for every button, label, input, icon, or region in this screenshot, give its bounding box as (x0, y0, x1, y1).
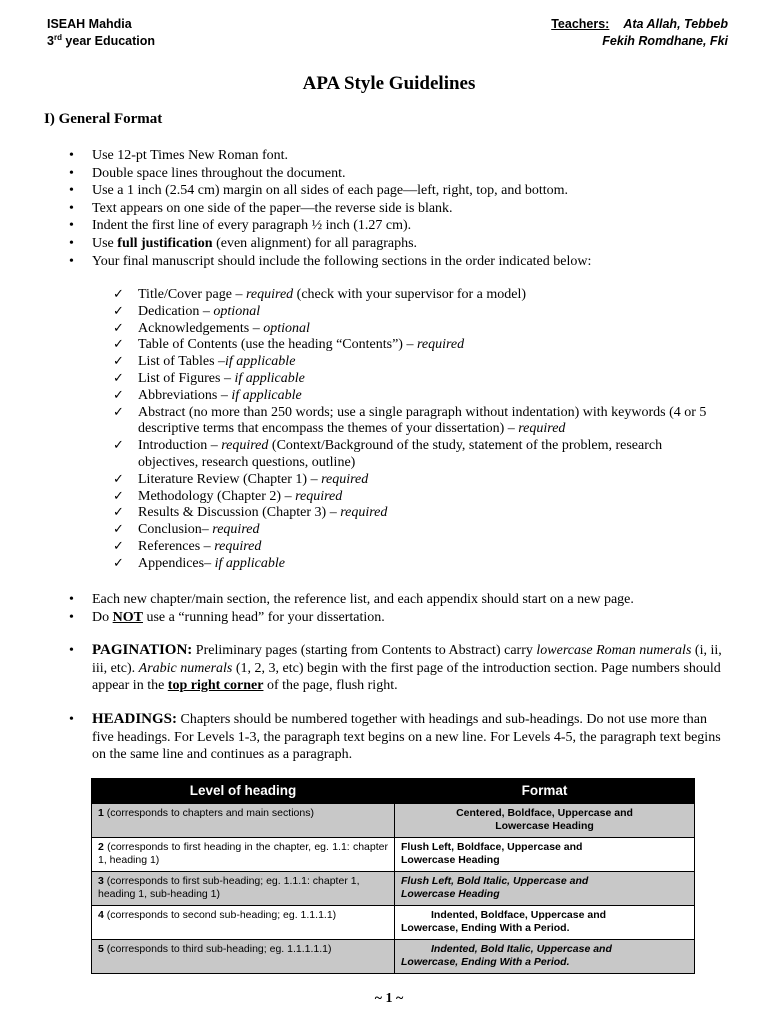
page-header-left (47, 16, 155, 50)
teachers-line-2 (551, 33, 728, 50)
status: if applicable (231, 387, 302, 403)
list-item: • Use a 1 inch (2.54 cm) margin on all sides of each page—left, right, top, and bottom. (67, 182, 747, 200)
format-cell (395, 872, 695, 906)
text: Acknowledgements – (138, 320, 264, 336)
text: List of Tables – (138, 354, 226, 370)
format-cell (395, 940, 695, 974)
status: required (221, 438, 269, 454)
checklist-item (113, 522, 723, 539)
section-heading: I) General Format (44, 111, 163, 127)
format-text: Flush Left, Bold Italic, Uppercase and Lowercase Heading (401, 875, 589, 900)
status: required (214, 538, 262, 554)
column-header-level: Level of heading (92, 779, 395, 804)
text: Literature Review (Chapter 1) – (138, 471, 322, 487)
table-header-row (92, 779, 695, 804)
status: required (245, 287, 294, 302)
level-number: 4 (98, 909, 104, 921)
table-row (92, 838, 695, 872)
list-item: • Double space lines throughout the document. (67, 165, 747, 183)
text: (i, ii, iii, etc). (92, 643, 722, 676)
list-item (67, 609, 747, 627)
status: if applicable (214, 555, 285, 571)
emphasis: lowercase Roman numerals (536, 643, 692, 658)
table-row (92, 940, 695, 974)
checklist-item (113, 405, 723, 439)
level-cell (92, 838, 395, 872)
class-year-number: 3 (47, 34, 54, 48)
text: Table of Contents (use the heading “Contents”) – (138, 337, 417, 353)
text: Abstract (no more than 250 words; use a single paragraph without indentation) with keywords (4 or 5 descriptive terms that encompass the themes of your dissertation) – (138, 404, 707, 437)
emphasis: top right corner (167, 678, 264, 694)
status: required (518, 421, 566, 437)
level-number: 2 (98, 841, 104, 853)
level-description: (corresponds to first sub-heading; eg. 1.1.1: chapter 1, heading 1, sub-heading 1) (98, 875, 360, 900)
format-cell (395, 804, 695, 838)
column-header-format: Format (395, 779, 695, 804)
format-cell (395, 838, 695, 872)
text: Conclusion– (138, 522, 213, 538)
list-item: • Text appears on one side of the paper—the reverse side is blank. (67, 200, 747, 218)
list-item (67, 711, 723, 764)
text: Chapters should be numbered together with headings and sub-headings. Do not use more than five headings. For Levels 1-3, the paragraph text begins on a new line. For Levels 4-5, the paragraph text begins on the same line and continues as a paragraph. (92, 712, 721, 763)
teachers-label: Teachers: (551, 17, 610, 31)
list-item: • Your final manuscript should include the following sections in the order indicated below: (67, 253, 747, 271)
text: of the page, flush right. (263, 678, 398, 694)
text: Dedication – (138, 303, 214, 319)
checklist-item (113, 287, 723, 304)
text: Results & Discussion (Chapter 3) – (138, 505, 341, 521)
level-description: (corresponds to first heading in the chapter, eg. 1.1: chapter 1, heading 1) (98, 841, 388, 866)
text: Appendices– (138, 555, 215, 571)
emphasis: Arabic numerals (138, 660, 233, 676)
list-item: • Each new chapter/main section, the reference list, and each appendix should start on a new page. (67, 591, 747, 609)
teachers-line-1 (551, 16, 728, 33)
text: (even alignment) for all paragraphs. (212, 235, 418, 251)
heading-levels-table (91, 778, 695, 974)
format-text: Flush Left, Boldface, Uppercase and Lowercase Heading (401, 841, 583, 866)
text: Title/Cover page – (138, 287, 246, 302)
format-text: Centered, Boldface, Uppercase and Lowercase Heading (456, 807, 633, 832)
page-rules-list (67, 591, 747, 626)
status: required (416, 337, 465, 353)
format-text: Indented, Boldface, Uppercase and Lowercase, Ending With a Period. (401, 909, 607, 934)
text: References – (138, 538, 215, 554)
list-item (67, 235, 747, 253)
checklist-item (113, 321, 723, 338)
checklist-item (113, 304, 723, 321)
status: if applicable (225, 354, 296, 370)
status: if applicable (234, 370, 305, 386)
level-cell (92, 906, 395, 940)
text: Preliminary pages (starting from Contents to Abstract) carry (192, 643, 537, 658)
page-number: ~ 1 ~ (374, 991, 404, 1006)
checklist-item (113, 505, 723, 522)
level-description: (corresponds to second sub-heading; eg. 1.1.1.1) (103, 909, 337, 921)
checklist-item (113, 337, 723, 354)
text: List of Figures – (138, 370, 235, 386)
institution-name: ISEAH Mahdia (47, 17, 132, 31)
format-cell (395, 906, 695, 940)
text: (1, 2, 3, etc) begin with the first page of the introduction section. Page numbers should appear in the (92, 660, 721, 694)
checklist-item (113, 371, 723, 388)
status: required (340, 505, 388, 521)
list-item: • Use 12-pt Times New Roman font. (67, 147, 747, 165)
checklist-item (113, 388, 723, 405)
text: Use (92, 235, 118, 251)
checklist-item (113, 472, 723, 489)
level-number: 3 (98, 875, 104, 887)
headings-paragraph (67, 711, 723, 764)
emphasis: full justification (117, 235, 213, 251)
text: Introduction – (138, 438, 222, 454)
class-year-suffix: rd (53, 32, 62, 42)
label: PAGINATION: (92, 642, 193, 658)
checklist-item (113, 438, 723, 472)
level-number: 5 (98, 943, 104, 955)
teachers-names-2: Fekih Romdhane, Fki (602, 34, 728, 48)
checklist-item (113, 354, 723, 371)
list-item: • Indent the first line of every paragraph ½ inch (1.27 cm). (67, 217, 747, 235)
label: HEADINGS: (92, 711, 178, 727)
status: required (212, 522, 260, 538)
table-row (92, 872, 695, 906)
checklist-item (113, 489, 723, 506)
text: use a “running head” for your dissertation. (142, 609, 385, 625)
page-header-right (551, 16, 728, 50)
format-text: Indented, Bold Italic, Uppercase and Lowercase, Ending With a Period. (401, 943, 612, 968)
class-year (47, 33, 155, 50)
level-description: (corresponds to third sub-heading; eg. 1.1.1.1.1) (103, 943, 332, 955)
status: required (321, 471, 369, 487)
text: (check with your supervisor for a model) (293, 287, 527, 302)
document-title: APA Style Guidelines (302, 73, 476, 94)
level-number: 1 (98, 807, 104, 819)
text: Do (92, 609, 113, 625)
table-row (92, 804, 695, 838)
level-cell (92, 804, 395, 838)
status: optional (263, 320, 310, 336)
text: (Context/Background of the study, statement of the problem, research objectives, research questions, outline) (138, 438, 663, 470)
table-row (92, 906, 695, 940)
text: Methodology (Chapter 2) – (138, 488, 296, 504)
status: optional (213, 303, 261, 319)
class-year-text: year Education (61, 34, 156, 48)
pagination-paragraph (67, 642, 723, 695)
required-sections-checklist (113, 287, 723, 573)
checklist-item (113, 539, 723, 556)
list-item (67, 642, 723, 695)
level-cell (92, 872, 395, 906)
teachers-names-1: Ata Allah, Tebbeb (623, 17, 728, 31)
text: Abbreviations – (138, 387, 232, 403)
checklist-item (113, 556, 723, 573)
status: required (295, 488, 343, 504)
general-format-list (67, 147, 747, 270)
level-cell (92, 940, 395, 974)
level-description: (corresponds to chapters and main sections) (103, 807, 314, 819)
emphasis: NOT (112, 609, 143, 625)
